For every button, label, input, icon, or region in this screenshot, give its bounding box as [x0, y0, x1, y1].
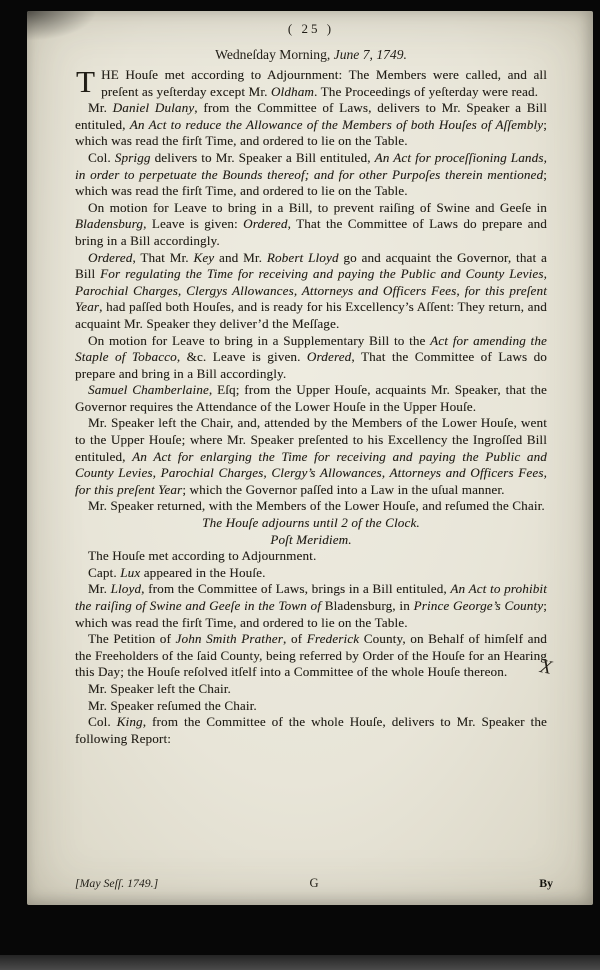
- paragraph: [75, 150, 547, 200]
- text-run: Mr.: [88, 581, 111, 597]
- text-run: and Mr.: [214, 249, 267, 265]
- paragraph: [75, 515, 547, 532]
- text-run: , from the Committee of Laws, delivers to Mr. Speaker a Bill entituled,: [75, 100, 547, 132]
- text-run: , That the Committee of Laws do prepare and bring in a Bill accordingly.: [75, 216, 547, 248]
- page-body: [75, 64, 548, 747]
- text-run: , Eſq; from the Upper Houſe, acquaints Mr. Speaker, that the Governor requires the Attendance of the Lower Houſe in the Upper Houſe.: [75, 382, 547, 414]
- italic-text-run: Ordered: [88, 249, 133, 265]
- paragraph: [75, 631, 547, 681]
- text-run: , from the Committee of Laws, brings in a Bill entituled,: [141, 581, 451, 597]
- text-run: , had paſſed both Houſes, and is ready for his Excellency’s Aſſent: They return, and acquaint Mr. Speaker they deliver’d the Meſſage.: [75, 299, 547, 331]
- session-note: [May Seſſ. 1749.]: [75, 876, 159, 890]
- italic-text-run: An Act to reduce the Allowance of the Members of both Houſes of Aſſembly: [129, 116, 544, 132]
- text-run: ; which was read the firſt Time, and ordered to lie on the Table.: [75, 166, 547, 199]
- paragraph: [75, 681, 547, 698]
- italic-text-run: Prince George’s County: [413, 598, 544, 613]
- italic-text-run: Oldham: [270, 83, 315, 99]
- text-run: appeared in the Houſe.: [140, 564, 266, 580]
- drop-cap: T: [76, 64, 96, 99]
- text-run: Mr. Speaker returned, with the Members of the Lower Houſe, and reſumed the Chair.: [88, 498, 545, 514]
- italic-text-run: Ordered: [243, 216, 288, 232]
- italic-text-run: Ordered: [306, 349, 352, 365]
- text-run: Mr.: [88, 100, 113, 116]
- text-run: , That Mr.: [132, 249, 194, 265]
- paragraph: [75, 498, 547, 515]
- paragraph: [75, 548, 547, 565]
- italic-text-run: Poſt Meridiem.: [270, 531, 352, 547]
- text-run: , Leave is given:: [143, 216, 244, 232]
- text-block: [27, 11, 593, 747]
- italic-text-run: Lloyd: [110, 581, 142, 597]
- text-run: On motion for Leave to bring in a Bill, to prevent raiſing of Swine and Geeſe in: [88, 199, 547, 215]
- text-run: , from the Committee of the whole Houſe, delivers to Mr. Speaker the following Report:: [75, 714, 548, 746]
- paragraph: [75, 382, 547, 415]
- italic-text-run: The Houſe adjourns until 2 of the Clock.: [202, 515, 420, 531]
- italic-text-run: Key: [193, 249, 215, 265]
- text-run: . The Proceedings of yeſterday were read.: [314, 83, 539, 99]
- text-run: , &c. Leave is given.: [176, 349, 307, 365]
- italic-text-run: Samuel Chamberlaine: [88, 382, 209, 398]
- text-run: ; which was read the firſt Time, and ordered to lie on the Table.: [75, 598, 548, 630]
- text-run: Mr. Speaker left the Chair, and, attended by the Members of the Lower Houſe, went to the Upper Houſe; where Mr. Speaker preſented to his Excellency the Ingroſſed Bill entituled,: [75, 415, 547, 464]
- text-run: County, on Behalf of himſelf and the Freeholders of the ſaid County, being referred by Order of the Houſe for an Hearing this Day; the Houſe reſolved itſelf into a Committee of the whole Houſe thereon.: [75, 631, 547, 680]
- italic-text-run: Frederick: [306, 631, 360, 647]
- text-run: Col.: [88, 714, 117, 730]
- scan-bottom-edge: [0, 955, 600, 970]
- text-run: delivers to Mr. Speaker a Bill entituled,: [150, 149, 375, 165]
- paragraph: [75, 64, 547, 100]
- paragraph: [75, 415, 547, 498]
- text-run: , of: [283, 631, 307, 647]
- text-run: Capt.: [88, 564, 121, 580]
- paragraph: [75, 250, 547, 333]
- paragraph: [75, 333, 547, 383]
- text-run: go and acquaint the Governor, that a Bill: [75, 249, 547, 282]
- italic-text-run: John Smith Prather: [175, 631, 283, 647]
- italic-text-run: King: [116, 714, 143, 730]
- text-run: The Houſe met according to Adjournment.: [88, 548, 317, 564]
- italic-text-run: Bladensburg: [75, 216, 144, 232]
- paragraph: [75, 100, 547, 150]
- text-run: HE Houſe met according to Adjournment: The Members were called, and all preſent as yeſterday except Mr.: [101, 67, 547, 99]
- text-run: The Petition of: [88, 631, 176, 647]
- text-run: ; which the Governor paſſed into a Law in the uſual manner.: [182, 481, 505, 497]
- paragraph: [75, 565, 547, 582]
- text-run: ; which was read the firſt Time, and ordered to lie on the Table.: [75, 116, 547, 149]
- catchword: By: [539, 876, 553, 890]
- dateline-prefix: Wedneſday Morning,: [215, 47, 334, 62]
- text-run: , That the Committee of Laws do prepare and bring in a Bill accordingly.: [75, 349, 547, 381]
- italic-text-run: For regulating the Time for receiving and paying the Public and County Levies, Parochial Charges, Clergys Allowances, Attorneys and Officers Fees, for this preſent Year: [75, 266, 547, 315]
- paragraph: [75, 200, 547, 250]
- paragraph: [75, 532, 547, 549]
- text-run: On motion for Leave to bring in a Supplementary Bill to the: [88, 332, 431, 348]
- italic-text-run: An Act for enlarging the Time for receiving and paying the Public and County Levies, Parochial Charges, Clergy’s Allowances, Attorneys and Officers Fees, for this preſent Year: [75, 448, 547, 497]
- italic-text-run: An Act for proceſſioning Lands, in order to perpetuate the Bounds thereof; and for other Purpoſes therein mentioned: [75, 149, 547, 182]
- italic-text-run: Lux: [120, 564, 141, 580]
- signature-mark: G: [309, 876, 319, 890]
- handwritten-margin-mark: X: [538, 656, 554, 679]
- italic-text-run: An Act to prohibit the raiſing of Swine and Geeſe in the Town of: [75, 581, 547, 613]
- italic-text-run: Robert Lloyd: [266, 249, 339, 265]
- paragraph: [75, 714, 547, 747]
- text-run: Col.: [88, 149, 115, 165]
- page-footer: [75, 876, 553, 892]
- document-page: [27, 11, 593, 905]
- dateline-date: June 7, 1749.: [333, 47, 407, 62]
- paragraph: [75, 581, 547, 631]
- italic-text-run: Sprigg: [114, 149, 151, 165]
- italic-text-run: Act for amending the Staple of Tobacco: [75, 332, 547, 365]
- text-run: Bladensburg, in: [321, 598, 414, 613]
- paragraph: [75, 698, 547, 715]
- text-run: Mr. Speaker left the Chair.: [88, 680, 231, 696]
- italic-text-run: Daniel Dulany: [112, 100, 195, 116]
- text-run: Mr. Speaker reſumed the Chair.: [88, 697, 257, 713]
- dateline: [75, 47, 547, 63]
- page-number: ( 25 ): [287, 21, 335, 36]
